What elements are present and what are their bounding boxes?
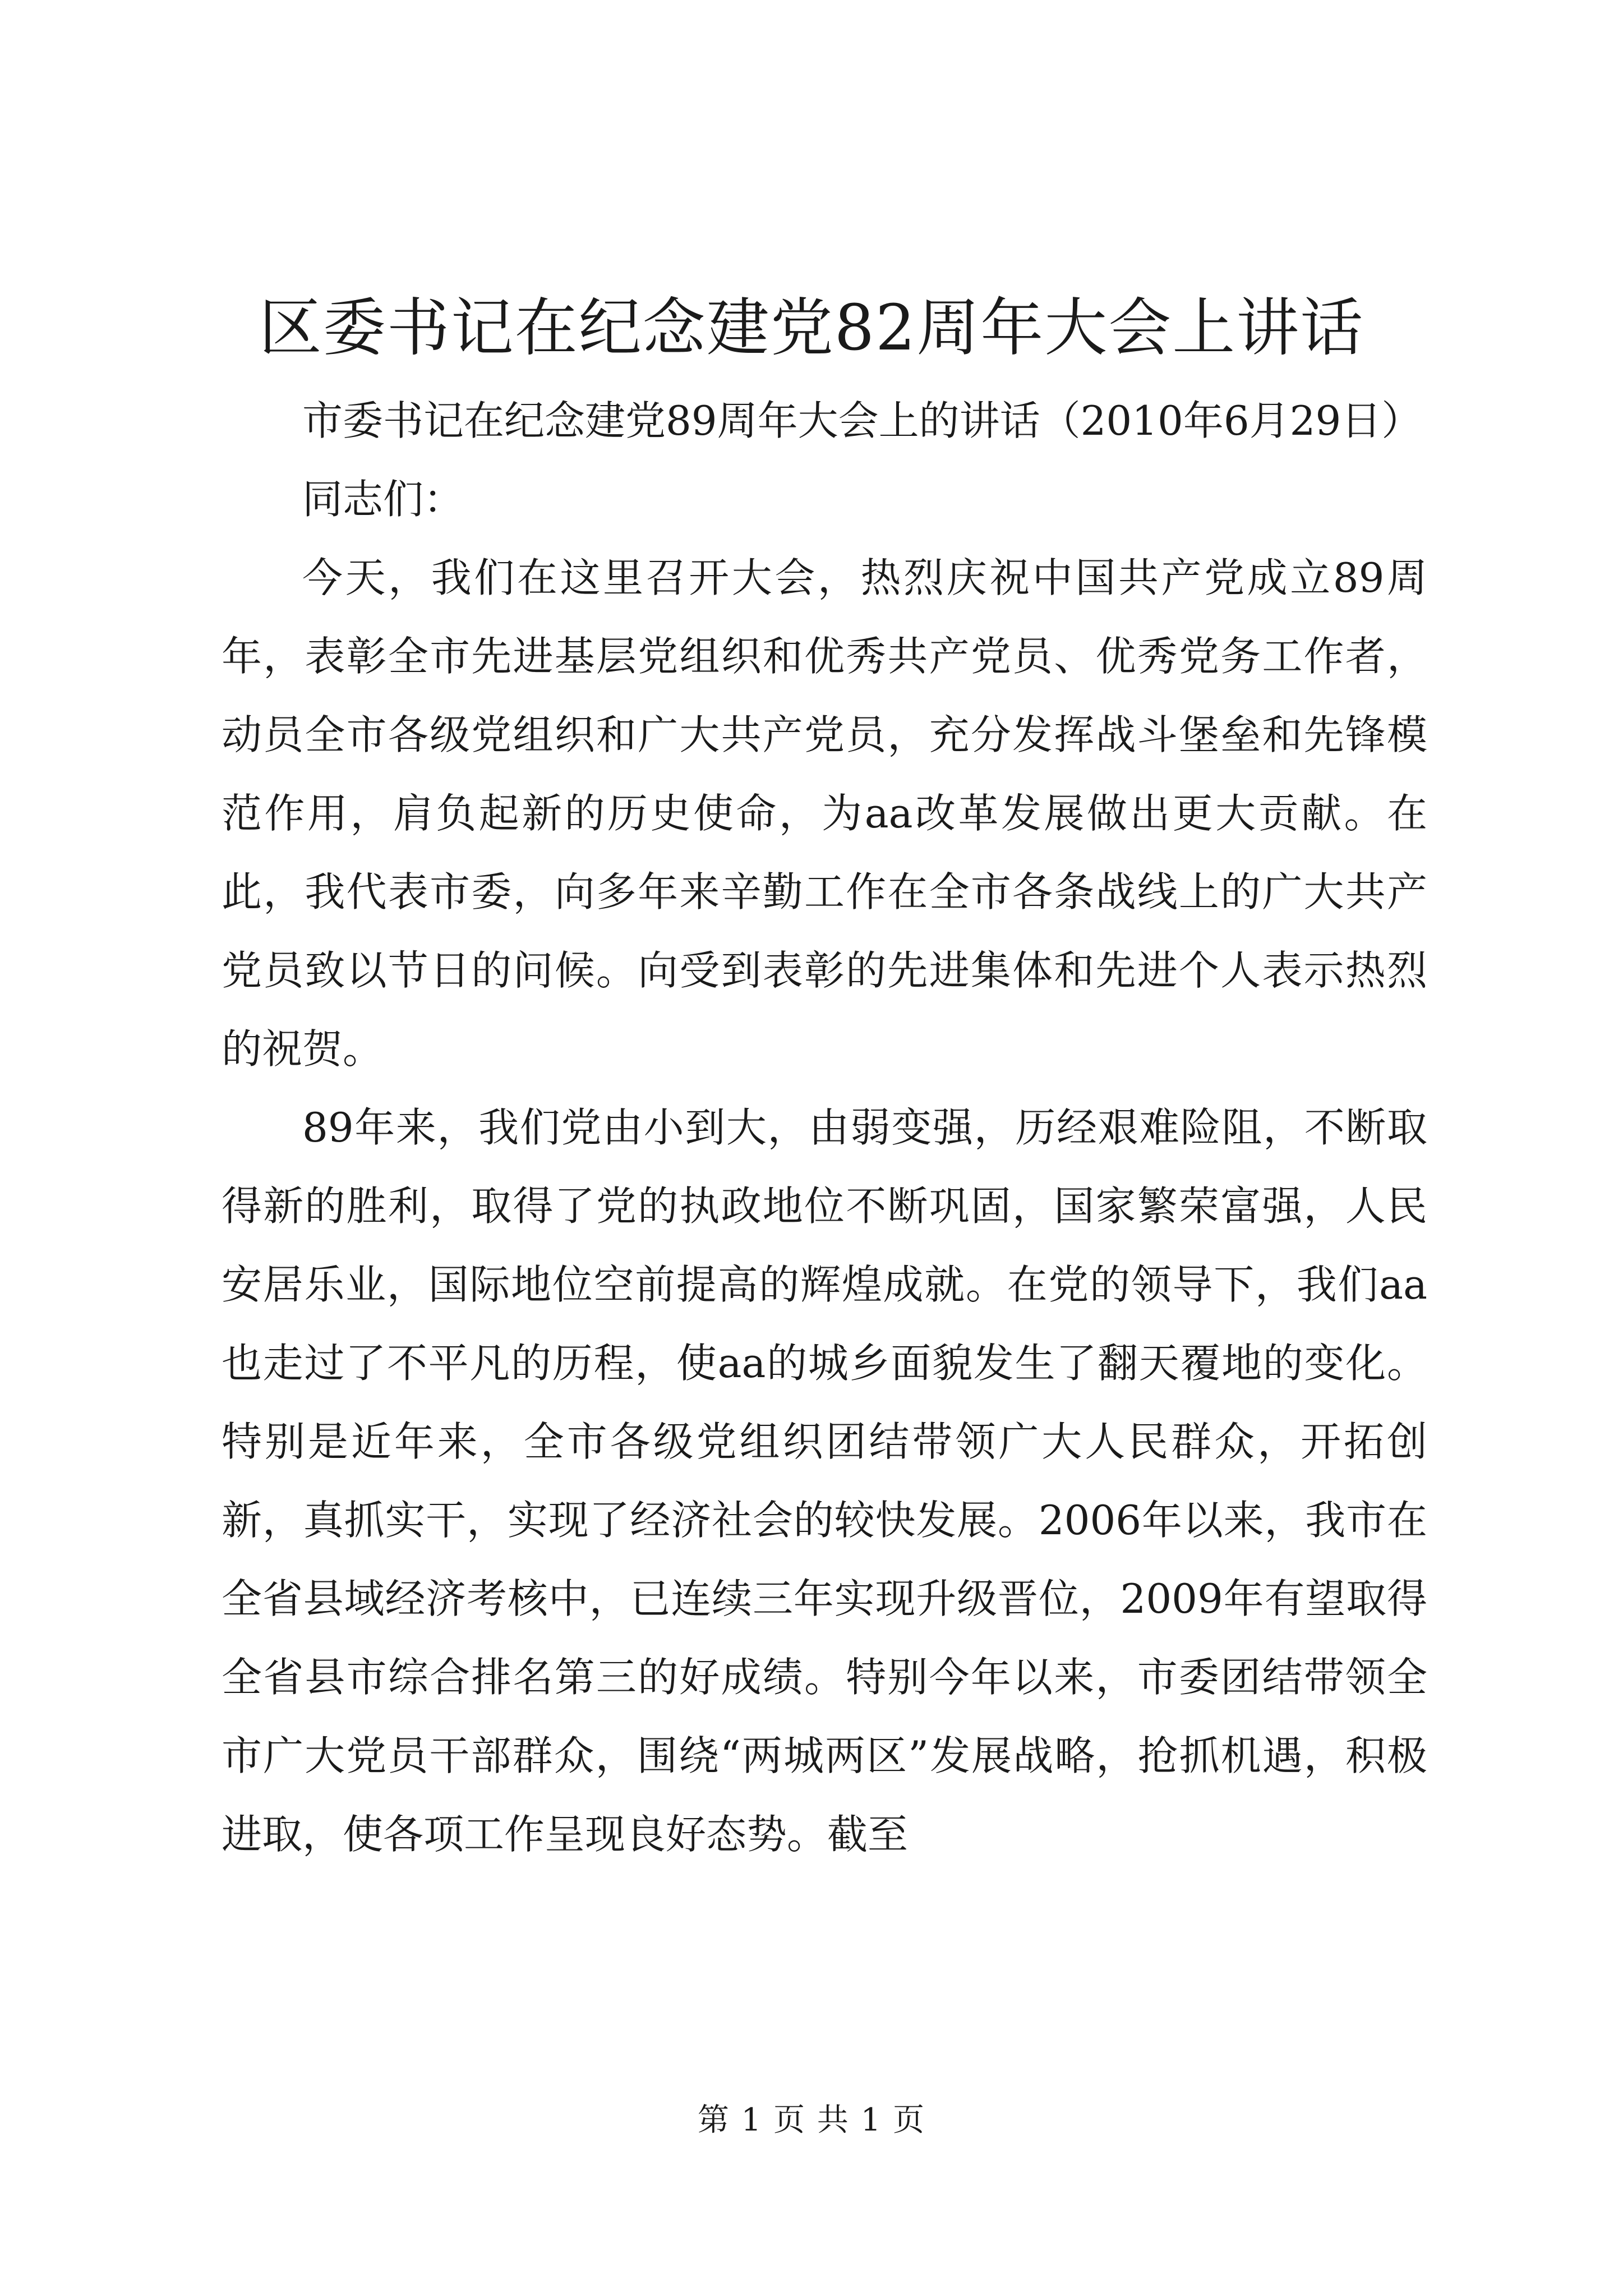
page-number-footer: 第 1 页 共 1 页 [697,2102,926,2138]
paragraph-opening: 今天，我们在这里召开大会，热烈庆祝中国共产党成立89周年，表彰全市先进基层党组织和优秀共产党员、优秀党务工作者，动员全市各级党组织和广大共产党员，充分发挥战斗堡垒和先锋模范作用，肩负起新的历史使命，为aa改革发展做出更大贡献。在此，我代表市委，向多年来辛勤工作在全市各条战线上的广大共产党员致以节日的问候。向受到表彰的先进集体和先进个人表示热烈的祝贺。 [222,554,1427,1073]
paragraph-history: 89年来，我们党由小到大，由弱变强，历经艰难险阻，不断取得新的胜利，取得了党的执政地位不断巩固，国家繁荣富强，人民安居乐业，国际地位空前提高的辉煌成就。在党的领导下，我们aa也走过了不平凡的历程，使aa的城乡面貌发生了翻天覆地的变化。特别是近年来，全市各级党组织团结带领广大人民群众，开拓创新，真抓实干，实现了经济社会的较快发展。2006年以来，我市在全省县域经济考核中，已连续三年实现升级晋位，2009年有望取得全省县市综合排名第三的好成绩。特别今年以来，市委团结带领全市广大党员干部群众，围绕“两城两区”发展战略，抢抓机遇，积极进取，使各项工作呈现良好态势。截至 [222,1104,1427,1858]
document-title: 区委书记在纪念建党82周年大会上讲话 [259,292,1364,365]
document-body [222,381,1427,1874]
paragraph-salutation: 同志们： [302,476,464,523]
paragraph-subtitle: 市委书记在纪念建党89周年大会上的讲话（2010年6月29日） [302,397,1422,444]
